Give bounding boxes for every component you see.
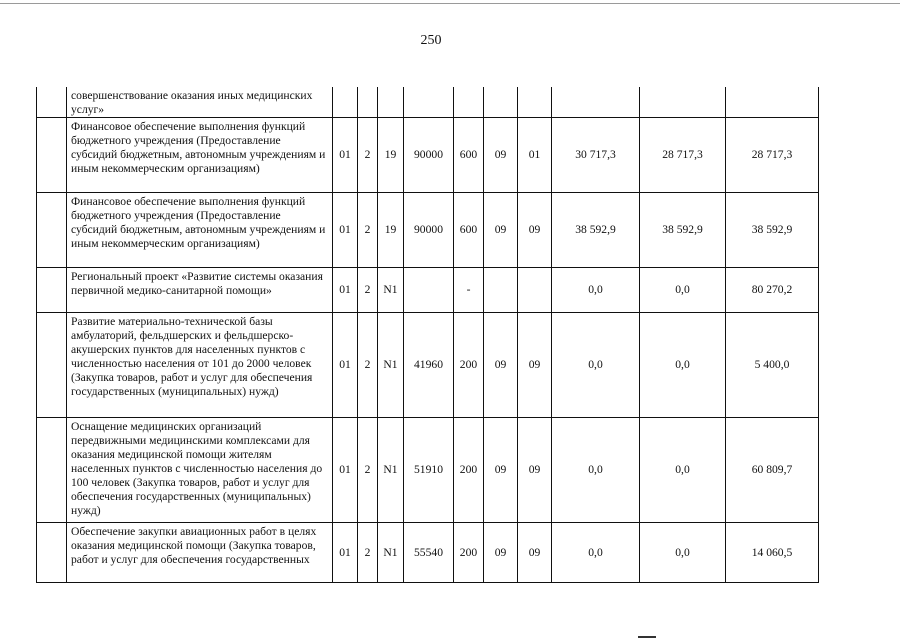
amount-cell: 0,0 xyxy=(640,418,726,523)
code-cell: 2 xyxy=(358,118,378,193)
code-cell: 2 xyxy=(358,313,378,418)
description-cell: Развитие материально-технической базы амбулаторий, фельдшерских и фельдшерско-акушерских пунктов для населенных пунктов с численностью населения от 101 до 2000 человек (Закупка товаров, работ и услуг для обеспечения государственных (муниципальных) нужд) xyxy=(67,313,333,418)
code-cell: 09 xyxy=(484,193,518,268)
code-cell: 600 xyxy=(454,118,484,193)
index-cell xyxy=(37,418,67,523)
amount-cell: 30 717,3 xyxy=(552,118,640,193)
amount-cell: 80 270,2 xyxy=(726,268,819,313)
code-cell: 200 xyxy=(454,523,484,583)
code-cell: 01 xyxy=(518,118,552,193)
index-cell xyxy=(37,87,67,118)
description-cell: Финансовое обеспечение выполнения функций бюджетного учреждения (Предоставление субсидий бюджетным, автономным учреждениям и иным некоммерческим организациям) xyxy=(67,193,333,268)
code-cell: 09 xyxy=(518,313,552,418)
code-cell xyxy=(484,268,518,313)
table-row xyxy=(37,118,819,193)
code-cell xyxy=(333,87,358,118)
code-cell: 19 xyxy=(378,118,404,193)
code-cell xyxy=(518,87,552,118)
code-cell: 01 xyxy=(333,193,358,268)
code-cell: 200 xyxy=(454,418,484,523)
code-cell: 2 xyxy=(358,268,378,313)
code-cell: 01 xyxy=(333,268,358,313)
code-cell: 90000 xyxy=(404,118,454,193)
code-cell: 01 xyxy=(333,313,358,418)
amount-cell: 0,0 xyxy=(552,523,640,583)
code-cell: 41960 xyxy=(404,313,454,418)
amount-cell xyxy=(726,87,819,118)
index-cell xyxy=(37,523,67,583)
table-row xyxy=(37,523,819,583)
code-cell: 19 xyxy=(378,193,404,268)
description-cell: совершенствование оказания иных медицинских услуг» xyxy=(67,87,333,118)
code-cell: 09 xyxy=(518,418,552,523)
amount-cell: 0,0 xyxy=(640,268,726,313)
amount-cell: 38 592,9 xyxy=(552,193,640,268)
amount-cell: 38 592,9 xyxy=(726,193,819,268)
table-row xyxy=(37,313,819,418)
code-cell xyxy=(378,87,404,118)
code-cell: 600 xyxy=(454,193,484,268)
code-cell: 2 xyxy=(358,418,378,523)
code-cell: 51910 xyxy=(404,418,454,523)
amount-cell: 14 060,5 xyxy=(726,523,819,583)
code-cell: N1 xyxy=(378,523,404,583)
description-cell: Оснащение медицинских организаций передвижными медицинскими комплексами для оказания медицинской помощи жителям населенных пунктов с численностью населения до 100 человек (Закупка товаров, работ и услуг для обеспечения государственных (муниципальных) нужд) xyxy=(67,418,333,523)
description-cell: Региональный проект «Развитие системы оказания первичной медико-санитарной помощи» xyxy=(67,268,333,313)
index-cell xyxy=(37,193,67,268)
amount-cell xyxy=(640,87,726,118)
code-cell: 200 xyxy=(454,313,484,418)
code-cell: 09 xyxy=(518,523,552,583)
code-cell: 09 xyxy=(484,313,518,418)
amount-cell: 0,0 xyxy=(552,418,640,523)
code-cell xyxy=(404,268,454,313)
amount-cell: 28 717,3 xyxy=(640,118,726,193)
amount-cell xyxy=(552,87,640,118)
code-cell: - xyxy=(454,268,484,313)
top-rule xyxy=(0,3,900,4)
index-cell xyxy=(37,268,67,313)
amount-cell: 0,0 xyxy=(640,313,726,418)
code-cell xyxy=(518,268,552,313)
page-number: 250 xyxy=(420,33,442,48)
amount-cell: 0,0 xyxy=(552,268,640,313)
amount-cell: 0,0 xyxy=(552,313,640,418)
code-cell: 01 xyxy=(333,418,358,523)
description-cell: Финансовое обеспечение выполнения функций бюджетного учреждения (Предоставление субсидий бюджетным, автономным учреждениям и иным некоммерческим организациям) xyxy=(67,118,333,193)
amount-cell: 60 809,7 xyxy=(726,418,819,523)
code-cell: 55540 xyxy=(404,523,454,583)
code-cell: 90000 xyxy=(404,193,454,268)
code-cell: 01 xyxy=(333,118,358,193)
code-cell xyxy=(358,87,378,118)
amount-cell: 5 400,0 xyxy=(726,313,819,418)
table-row xyxy=(37,268,819,313)
code-cell: 09 xyxy=(484,523,518,583)
amount-cell: 38 592,9 xyxy=(640,193,726,268)
index-cell xyxy=(37,313,67,418)
index-cell xyxy=(37,118,67,193)
amount-cell: 28 717,3 xyxy=(726,118,819,193)
code-cell: N1 xyxy=(378,313,404,418)
code-cell: N1 xyxy=(378,418,404,523)
code-cell: 2 xyxy=(358,523,378,583)
amount-cell: 0,0 xyxy=(640,523,726,583)
code-cell: 01 xyxy=(333,523,358,583)
code-cell xyxy=(404,87,454,118)
table-row xyxy=(37,193,819,268)
table-row xyxy=(37,87,819,118)
scan-mark xyxy=(638,636,656,638)
budget-table xyxy=(36,87,819,583)
code-cell: 09 xyxy=(484,418,518,523)
description-cell: Обеспечение закупки авиационных работ в целях оказания медицинской помощи (Закупка товаров, работ и услуг для обеспечения государственных xyxy=(67,523,333,583)
code-cell: 09 xyxy=(484,118,518,193)
code-cell: 2 xyxy=(358,193,378,268)
code-cell: 09 xyxy=(518,193,552,268)
code-cell xyxy=(484,87,518,118)
code-cell xyxy=(454,87,484,118)
table-row xyxy=(37,418,819,523)
code-cell: N1 xyxy=(378,268,404,313)
